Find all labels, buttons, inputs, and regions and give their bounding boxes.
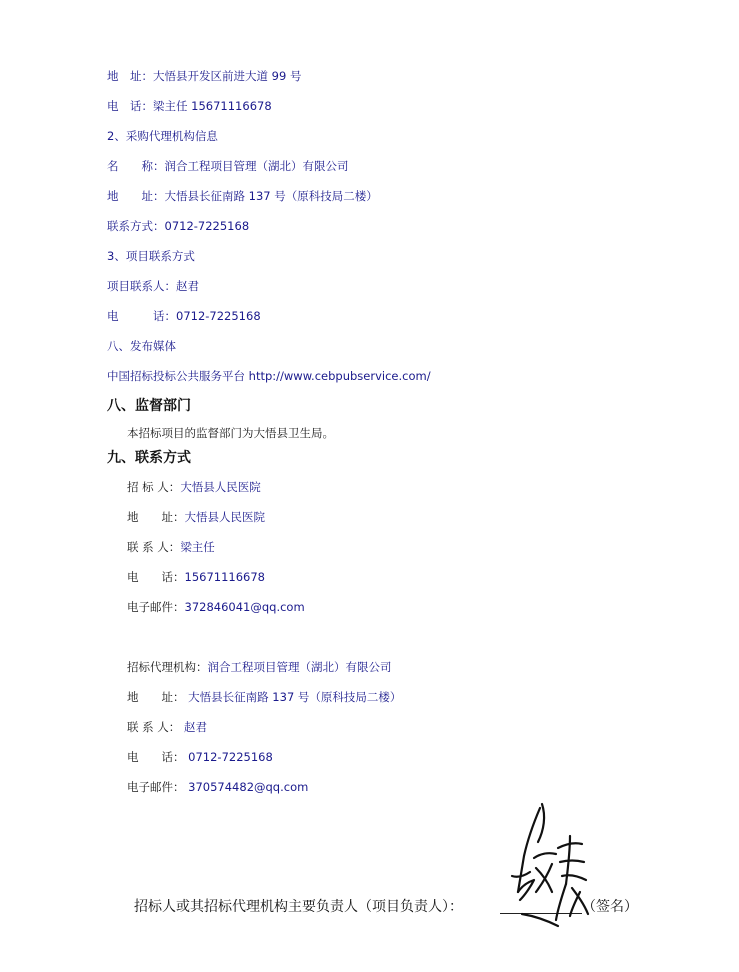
project-contact-row [107, 279, 199, 293]
project-tel-row [107, 309, 261, 323]
agent-name-row [107, 159, 349, 173]
section3-title: 3、项目联系方式 [107, 249, 195, 263]
agency-email-link[interactable]: 370574482@qq.com [188, 780, 309, 794]
agent-contact-label: 联系方式： [107, 219, 165, 233]
agency-name-label: 招标代理机构： [127, 660, 208, 674]
signer-label: 招标人或其招标代理机构主要负责人（项目负责人）： [134, 899, 463, 915]
purchaser-address-row [107, 69, 301, 83]
agency-tel-row [127, 750, 273, 764]
agency-person-value: 赵君 [183, 720, 207, 734]
supervision-heading: 八、监督部门 [107, 398, 191, 414]
agency-email-row [127, 780, 308, 794]
tenderer-name-value: 大悟县人民医院 [180, 480, 261, 494]
tenderer-name-row [127, 480, 261, 494]
agency-tel-label: 电 话： [127, 750, 185, 764]
agent-contact-row [107, 219, 249, 233]
tenderer-email-link[interactable]: 372846041@qq.com [184, 600, 305, 614]
tenderer-tel-row [127, 570, 265, 584]
section2-title: 2、采购代理机构信息 [107, 129, 218, 143]
project-contact-label: 项目联系人： [107, 279, 176, 293]
agent-address-value: 大悟县长征南路 137 号（原科技局二楼） [164, 189, 378, 203]
tenderer-person-value: 梁主任 [180, 540, 215, 554]
media-url-link[interactable]: http://www.cebpubservice.com/ [248, 369, 431, 383]
purchaser-tel-row [107, 99, 272, 113]
tenderer-email-label: 电子邮件： [127, 600, 185, 614]
project-contact-value: 赵君 [176, 279, 199, 293]
tenderer-person-row [127, 540, 215, 554]
project-tel-label: 电 话： [107, 309, 176, 323]
tenderer-address-label: 地 址： [127, 510, 185, 524]
agency-address-value: 大悟县长征南路 137 号（原科技局二楼） [188, 690, 402, 704]
agency-person-row [127, 720, 207, 734]
agency-address-row [127, 690, 401, 704]
agency-address-label: 地 址： [127, 690, 185, 704]
agent-address-row [107, 189, 378, 203]
media-row [107, 369, 431, 383]
tenderer-person-label: 联 系 人： [127, 540, 181, 554]
tenderer-tel-value: 15671116678 [184, 570, 265, 584]
media-label: 中国招标投标公共服务平台 [107, 369, 245, 383]
agency-name-value: 润合工程项目管理（湖北）有限公司 [207, 660, 392, 674]
agent-contact-value: 0712-7225168 [164, 219, 250, 233]
tenderer-email-row [127, 600, 305, 614]
supervision-text: 本招标项目的监督部门为大悟县卫生局。 [127, 426, 334, 440]
tenderer-name-label: 招 标 人： [127, 480, 181, 494]
agent-name-value: 润合工程项目管理（湖北）有限公司 [164, 159, 349, 173]
agency-tel-value: 0712-7225168 [188, 750, 273, 764]
contact-heading: 九、联系方式 [107, 450, 191, 466]
purchaser-address-value: 大悟县开发区前进大道 99 号 [153, 69, 302, 83]
agency-person-label: 联 系 人： [127, 720, 181, 734]
project-tel-value: 0712-7225168 [176, 309, 261, 323]
handwritten-signature [500, 796, 610, 936]
purchaser-address-label: 地 址： [107, 69, 153, 83]
tenderer-address-value: 大悟县人民医院 [184, 510, 265, 524]
agency-name-row [127, 660, 392, 674]
tenderer-tel-label: 电 话： [127, 570, 185, 584]
sign-suffix: （签名） [582, 899, 638, 915]
agent-name-label: 名 称： [107, 159, 165, 173]
agency-email-label: 电子邮件： [127, 780, 185, 794]
purchaser-tel-value: 梁主任 15671116678 [153, 99, 272, 113]
purchaser-tel-label: 电 话： [107, 99, 153, 113]
tenderer-address-row [127, 510, 265, 524]
media-section-title: 八、发布媒体 [107, 339, 176, 353]
agent-address-label: 地 址： [107, 189, 165, 203]
